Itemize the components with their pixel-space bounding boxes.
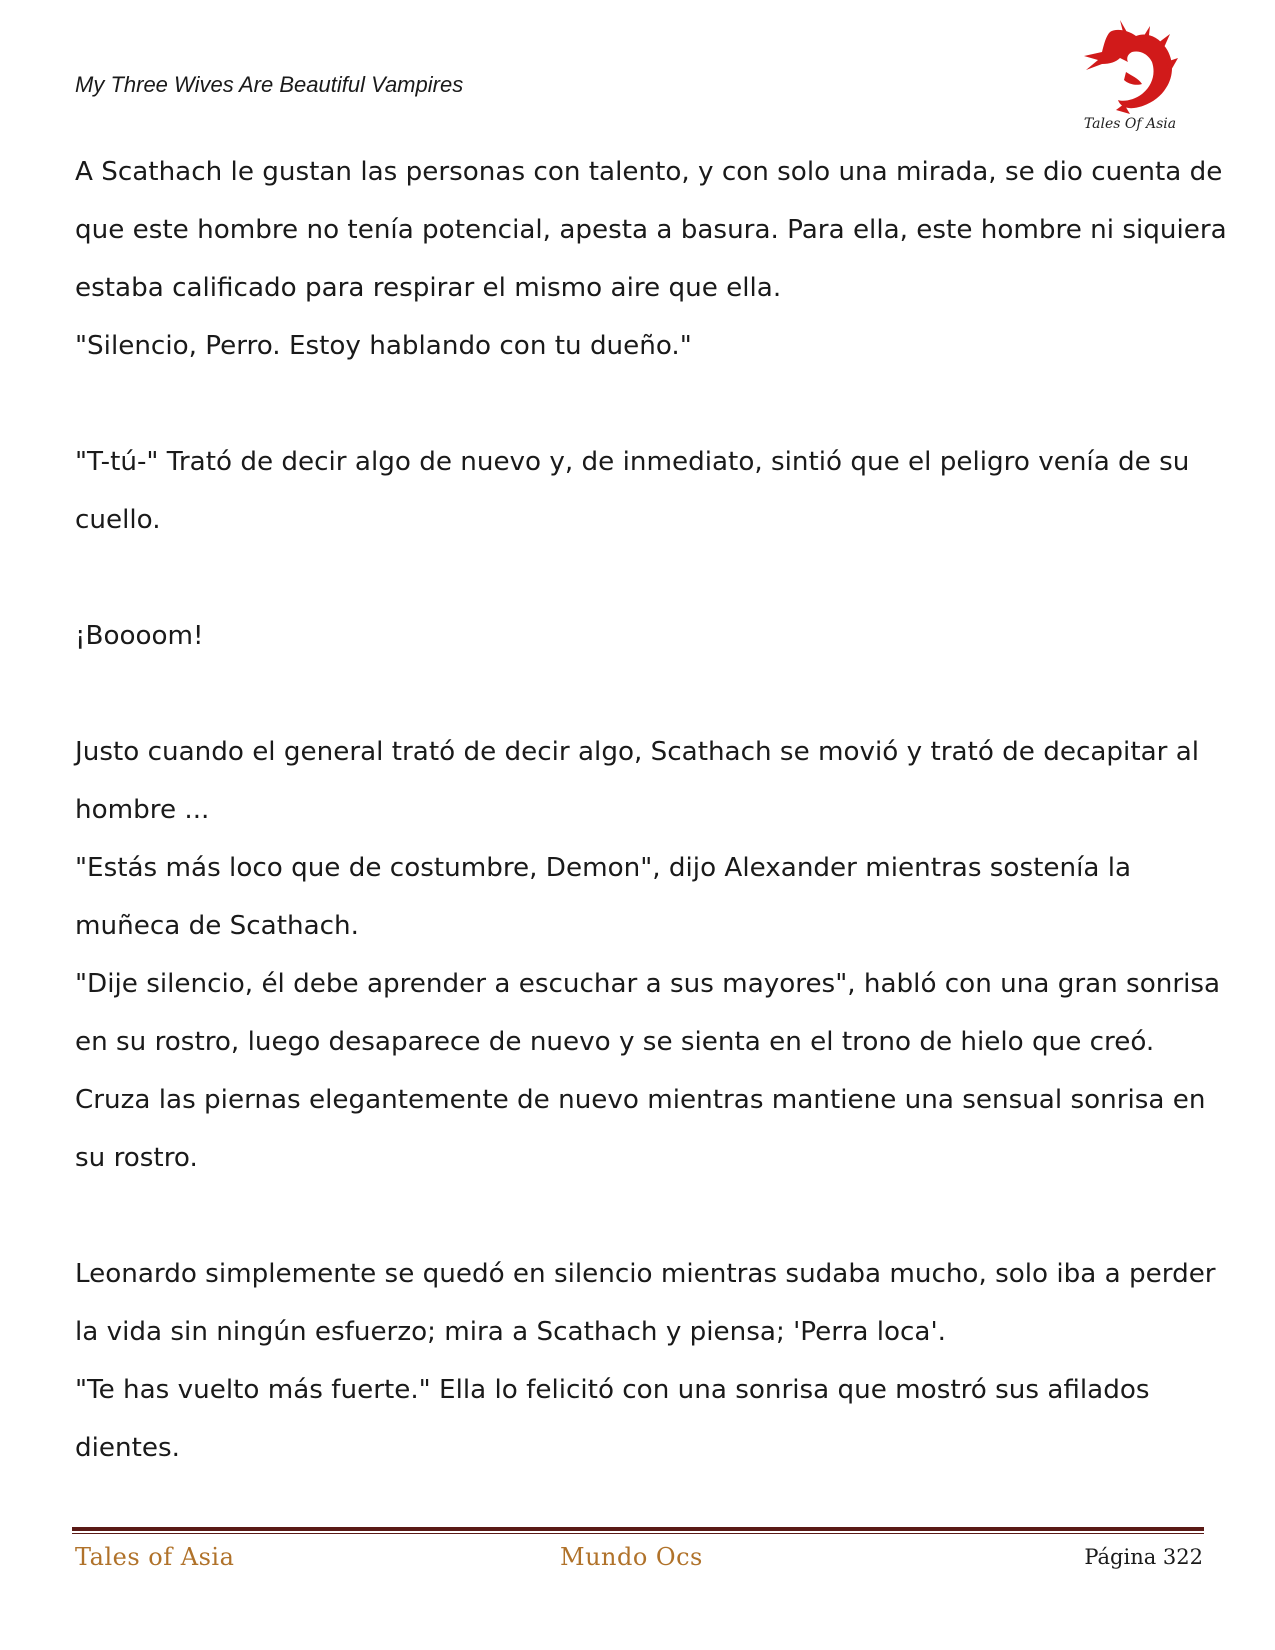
body-line: Cruza las piernas elegantemente de nuevo mientras mantiene una sensual sonrisa en	[75, 1085, 1206, 1115]
footer-divider-thin	[72, 1533, 1204, 1534]
body-line: la vida sin ningún esfuerzo; mira a Scathach y piensa; 'Perra loca'.	[75, 1317, 946, 1347]
body-line: en su rostro, luego desaparece de nuevo y se sienta en el trono de hielo que creó.	[75, 1027, 1155, 1057]
body-line: que este hombre no tenía potencial, apesta a basura. Para ella, este hombre ni siquiera	[75, 215, 1227, 245]
body-line: hombre ...	[75, 795, 210, 825]
blank-line	[75, 1187, 1205, 1245]
body-line: estaba calificado para respirar el mismo aire que ella.	[75, 273, 782, 303]
page-number: Página 322	[1084, 1545, 1203, 1569]
footer-divider	[72, 1527, 1204, 1531]
body-line: ¡Boooom!	[75, 621, 204, 651]
body-line: "Estás más loco que de costumbre, Demon", dijo Alexander mientras sostenía la	[75, 853, 1132, 883]
blank-line	[75, 375, 1205, 433]
document-body	[75, 143, 1227, 1477]
body-line: Leonardo simplemente se quedó en silencio mientras sudaba mucho, solo iba a perder	[75, 1259, 1216, 1289]
blank-line	[75, 549, 1205, 607]
body-line: dientes.	[75, 1433, 180, 1463]
body-line: "Silencio, Perro. Estoy hablando con tu dueño."	[75, 331, 692, 361]
blank-line	[75, 665, 1205, 723]
body-line: A Scathach le gustan las personas con talento, y con solo una mirada, se dio cuenta de	[75, 157, 1223, 187]
body-line: Justo cuando el general trató de decir algo, Scathach se movió y trató de decapitar al	[75, 737, 1200, 767]
body-line: "T-tú-" Trató de decir algo de nuevo y, de inmediato, sintió que el peligro venía de su	[75, 447, 1190, 477]
body-line: cuello.	[75, 505, 161, 535]
body-line: "Te has vuelto más fuerte." Ella lo felicitó con una sonrisa que mostró sus afilados	[75, 1375, 1150, 1405]
body-line: "Dije silencio, él debe aprender a escuchar a sus mayores", habló con una gran sonrisa	[75, 969, 1221, 999]
footer-left-text: Tales of Asia	[75, 1543, 235, 1571]
body-line: su rostro.	[75, 1143, 198, 1173]
footer-center-text: Mundo Ocs	[560, 1543, 703, 1571]
body-line: muñeca de Scathach.	[75, 911, 359, 941]
logo-text: Tales Of Asia	[1083, 116, 1177, 132]
header-title: My Three Wives Are Beautiful Vampires	[75, 72, 464, 97]
